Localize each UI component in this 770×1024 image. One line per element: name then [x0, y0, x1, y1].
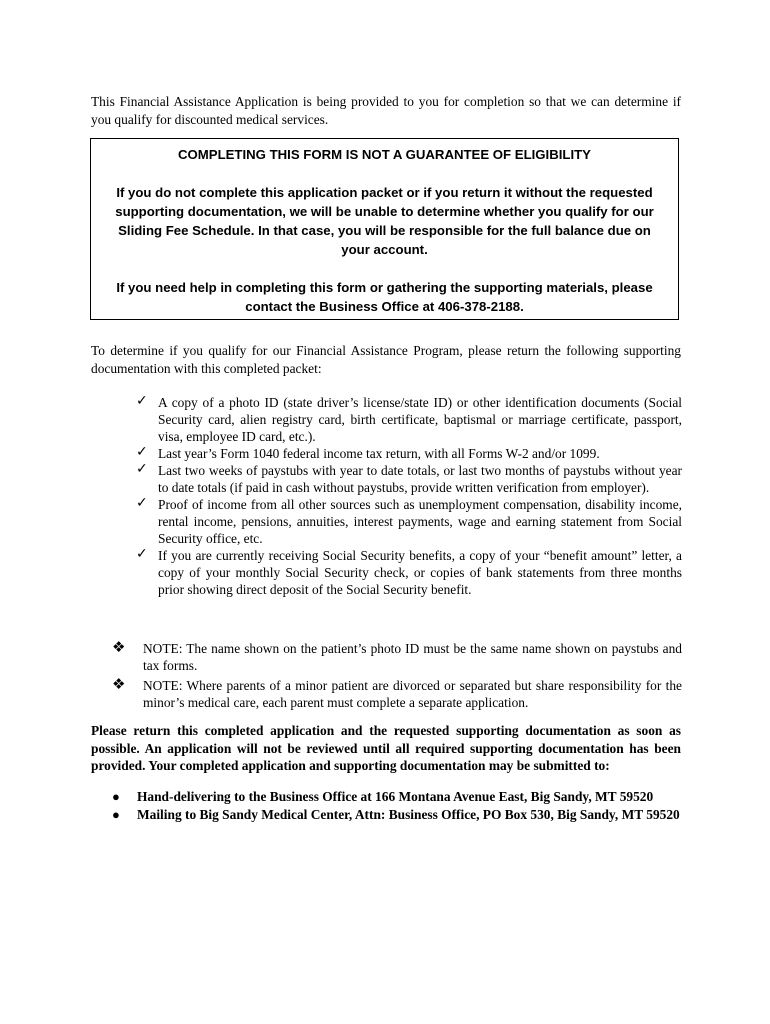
list-item	[136, 547, 682, 598]
eligibility-notice-box	[90, 138, 679, 320]
diamond-bullet-icon: ❖	[112, 675, 126, 693]
list-item-text: Last two weeks of paystubs with year to date totals, or last two months of paystubs without year to date totals (if paid in cash without paystubs, provide written verification from employer).	[158, 463, 682, 495]
submission-method-text: Mailing to Big Sandy Medical Center, Attn: Business Office, PO Box 530, Big Sandy, MT 59520	[137, 806, 680, 822]
supporting-documents-list	[136, 394, 682, 598]
list-item-text: Last year’s Form 1040 federal income tax return, with all Forms W-2 and/or 1099.	[158, 446, 600, 461]
note-text: NOTE: The name shown on the patient’s photo ID must be the same name shown on paystubs and tax forms.	[143, 641, 682, 673]
bullet-icon: ●	[112, 806, 120, 822]
notes-list	[112, 640, 682, 714]
note-item	[112, 677, 682, 711]
bullet-icon: ●	[112, 789, 120, 804]
list-item	[112, 806, 682, 824]
list-item	[112, 788, 682, 806]
check-icon: ✓	[136, 444, 148, 460]
list-item	[136, 462, 682, 496]
diamond-bullet-icon: ❖	[112, 638, 126, 656]
notice-heading: COMPLETING THIS FORM IS NOT A GUARANTEE OF ELIGIBILITY	[178, 147, 591, 162]
list-item	[136, 394, 682, 445]
check-icon: ✓	[136, 393, 148, 409]
note-item	[112, 640, 682, 674]
return-instructions: Please return this completed application and the requested supporting documentation as soon as possible. An application will not be reviewed until all required supporting documentation has been provided. Your completed application and supporting documentation may be submitted to:	[91, 723, 681, 773]
notice-paragraph-help: If you need help in completing this form or gathering the supporting materials, please contact the Business Office at 406-378-2188.	[116, 280, 653, 314]
submission-method-text: Hand-delivering to the Business Office at 166 Montana Avenue East, Big Sandy, MT 59520	[137, 789, 654, 804]
list-item	[136, 496, 682, 547]
submission-methods-list	[112, 788, 682, 823]
determine-paragraph: To determine if you qualify for our Financial Assistance Program, please return the following supporting documentation with this completed packet:	[91, 343, 681, 376]
list-item-text: Proof of income from all other sources such as unemployment compensation, disability income, rental income, pensions, annuities, interest payments, wage and earning statement from Social Security office, etc.	[158, 497, 682, 546]
check-icon: ✓	[136, 461, 148, 477]
intro-paragraph: This Financial Assistance Application is being provided to you for completion so that we can determine if you qualify for discounted medical services.	[91, 94, 681, 127]
list-item	[136, 445, 682, 462]
list-item-text: If you are currently receiving Social Security benefits, a copy of your “benefit amount” letter, a copy of your monthly Social Security check, or copies of bank statements from three months prior showing direct deposit of the Social Security benefit.	[158, 548, 682, 597]
note-text: NOTE: Where parents of a minor patient are divorced or separated but share responsibility for the minor’s medical care, each parent must complete a separate application.	[143, 678, 682, 710]
check-icon: ✓	[136, 546, 148, 562]
notice-paragraph-incomplete: If you do not complete this application packet or if you return it without the requested supporting documentation, we will be unable to determine whether you qualify for our Sliding Fee Schedule. In that case, you will be responsible for the full balance due on your account.	[115, 185, 654, 257]
list-item-text: A copy of a photo ID (state driver’s license/state ID) or other identification documents (Social Security card, alien registry card, birth certificate, baptismal or marriage certificate, passport, visa, employee ID card, etc.).	[158, 395, 682, 444]
check-icon: ✓	[136, 495, 148, 511]
